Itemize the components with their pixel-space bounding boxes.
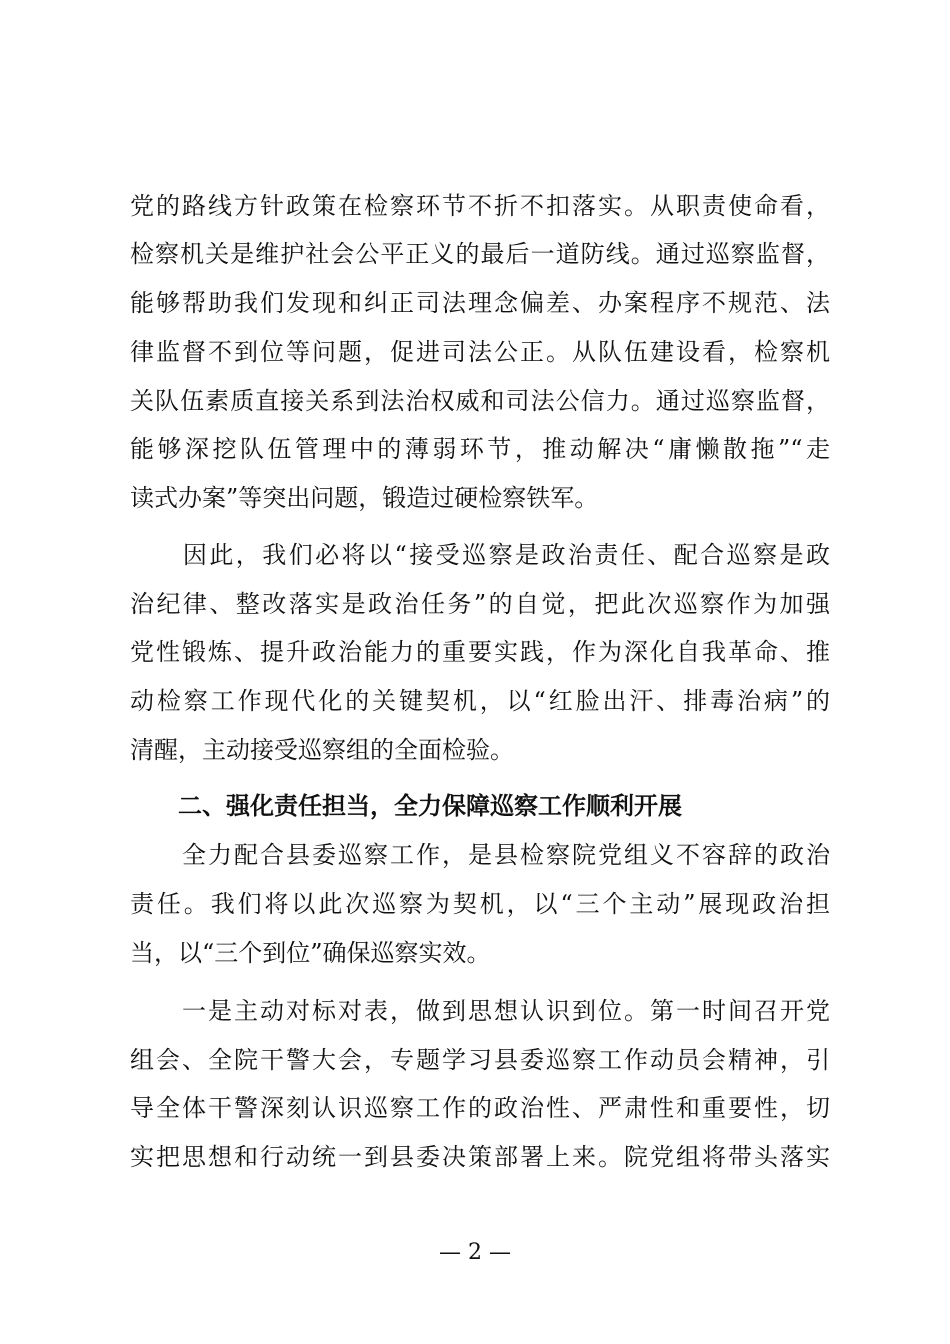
body-text-line: 清醒，主动接受巡察组的全面检验。 <box>130 736 514 764</box>
body-text-line: 关队伍素质直接关系到法治权威和司法公信力。通过巡察监督， <box>130 387 830 415</box>
body-text-line: 能够帮助我们发现和纠正司法理念偏差、办案程序不规范、法 <box>130 289 830 317</box>
body-text-line: 党性锻炼、提升政治能力的重要实践，作为深化自我革命、推 <box>130 638 830 666</box>
body-text-line: 因此，我们必将以“接受巡察是政治责任、配合巡察是政 <box>130 541 830 569</box>
body-text-line: 律监督不到位等问题，促进司法公正。从队伍建设看，检察机 <box>130 338 830 366</box>
body-text-line: 一是主动对标对表，做到思想认识到位。第一时间召开党 <box>130 997 830 1025</box>
body-text-line: 党的路线方针政策在检察环节不折不扣落实。从职责使命看， <box>130 192 830 220</box>
body-text-line: 能够深挖队伍管理中的薄弱环节，推动解决“庸懒散拖”“走 <box>130 435 830 463</box>
body-text-line: 读式办案”等突出问题，锻造过硬检察铁军。 <box>130 484 599 512</box>
page-number: — 2 — <box>439 1240 511 1265</box>
body-text-line: 检察机关是维护社会公平正义的最后一道防线。通过巡察监督， <box>130 240 830 268</box>
body-text-line: 组会、全院干警大会，专题学习县委巡察工作动员会精神，引 <box>130 1046 830 1074</box>
body-text-line: 责任。我们将以此次巡察为契机，以“三个主动”展现政治担 <box>130 890 830 918</box>
body-text-line: 导全体干警深刻认识巡察工作的政治性、严肃性和重要性，切 <box>130 1094 830 1122</box>
body-text-line: 动检察工作现代化的关键契机，以“红脸出汗、排毒治病”的 <box>130 687 830 715</box>
body-text-line: 当，以“三个到位”确保巡察实效。 <box>130 939 491 967</box>
section-heading: 二、强化责任担当，全力保障巡察工作顺利开展 <box>130 792 682 820</box>
body-text-line: 治纪律、整改落实是政治任务”的自觉，把此次巡察作为加强 <box>130 590 830 618</box>
body-text-line: 全力配合县委巡察工作，是县检察院党组义不容辞的政治 <box>130 841 830 869</box>
body-text-line: 实把思想和行动统一到县委决策部署上来。院党组将带头落实 <box>130 1143 830 1171</box>
